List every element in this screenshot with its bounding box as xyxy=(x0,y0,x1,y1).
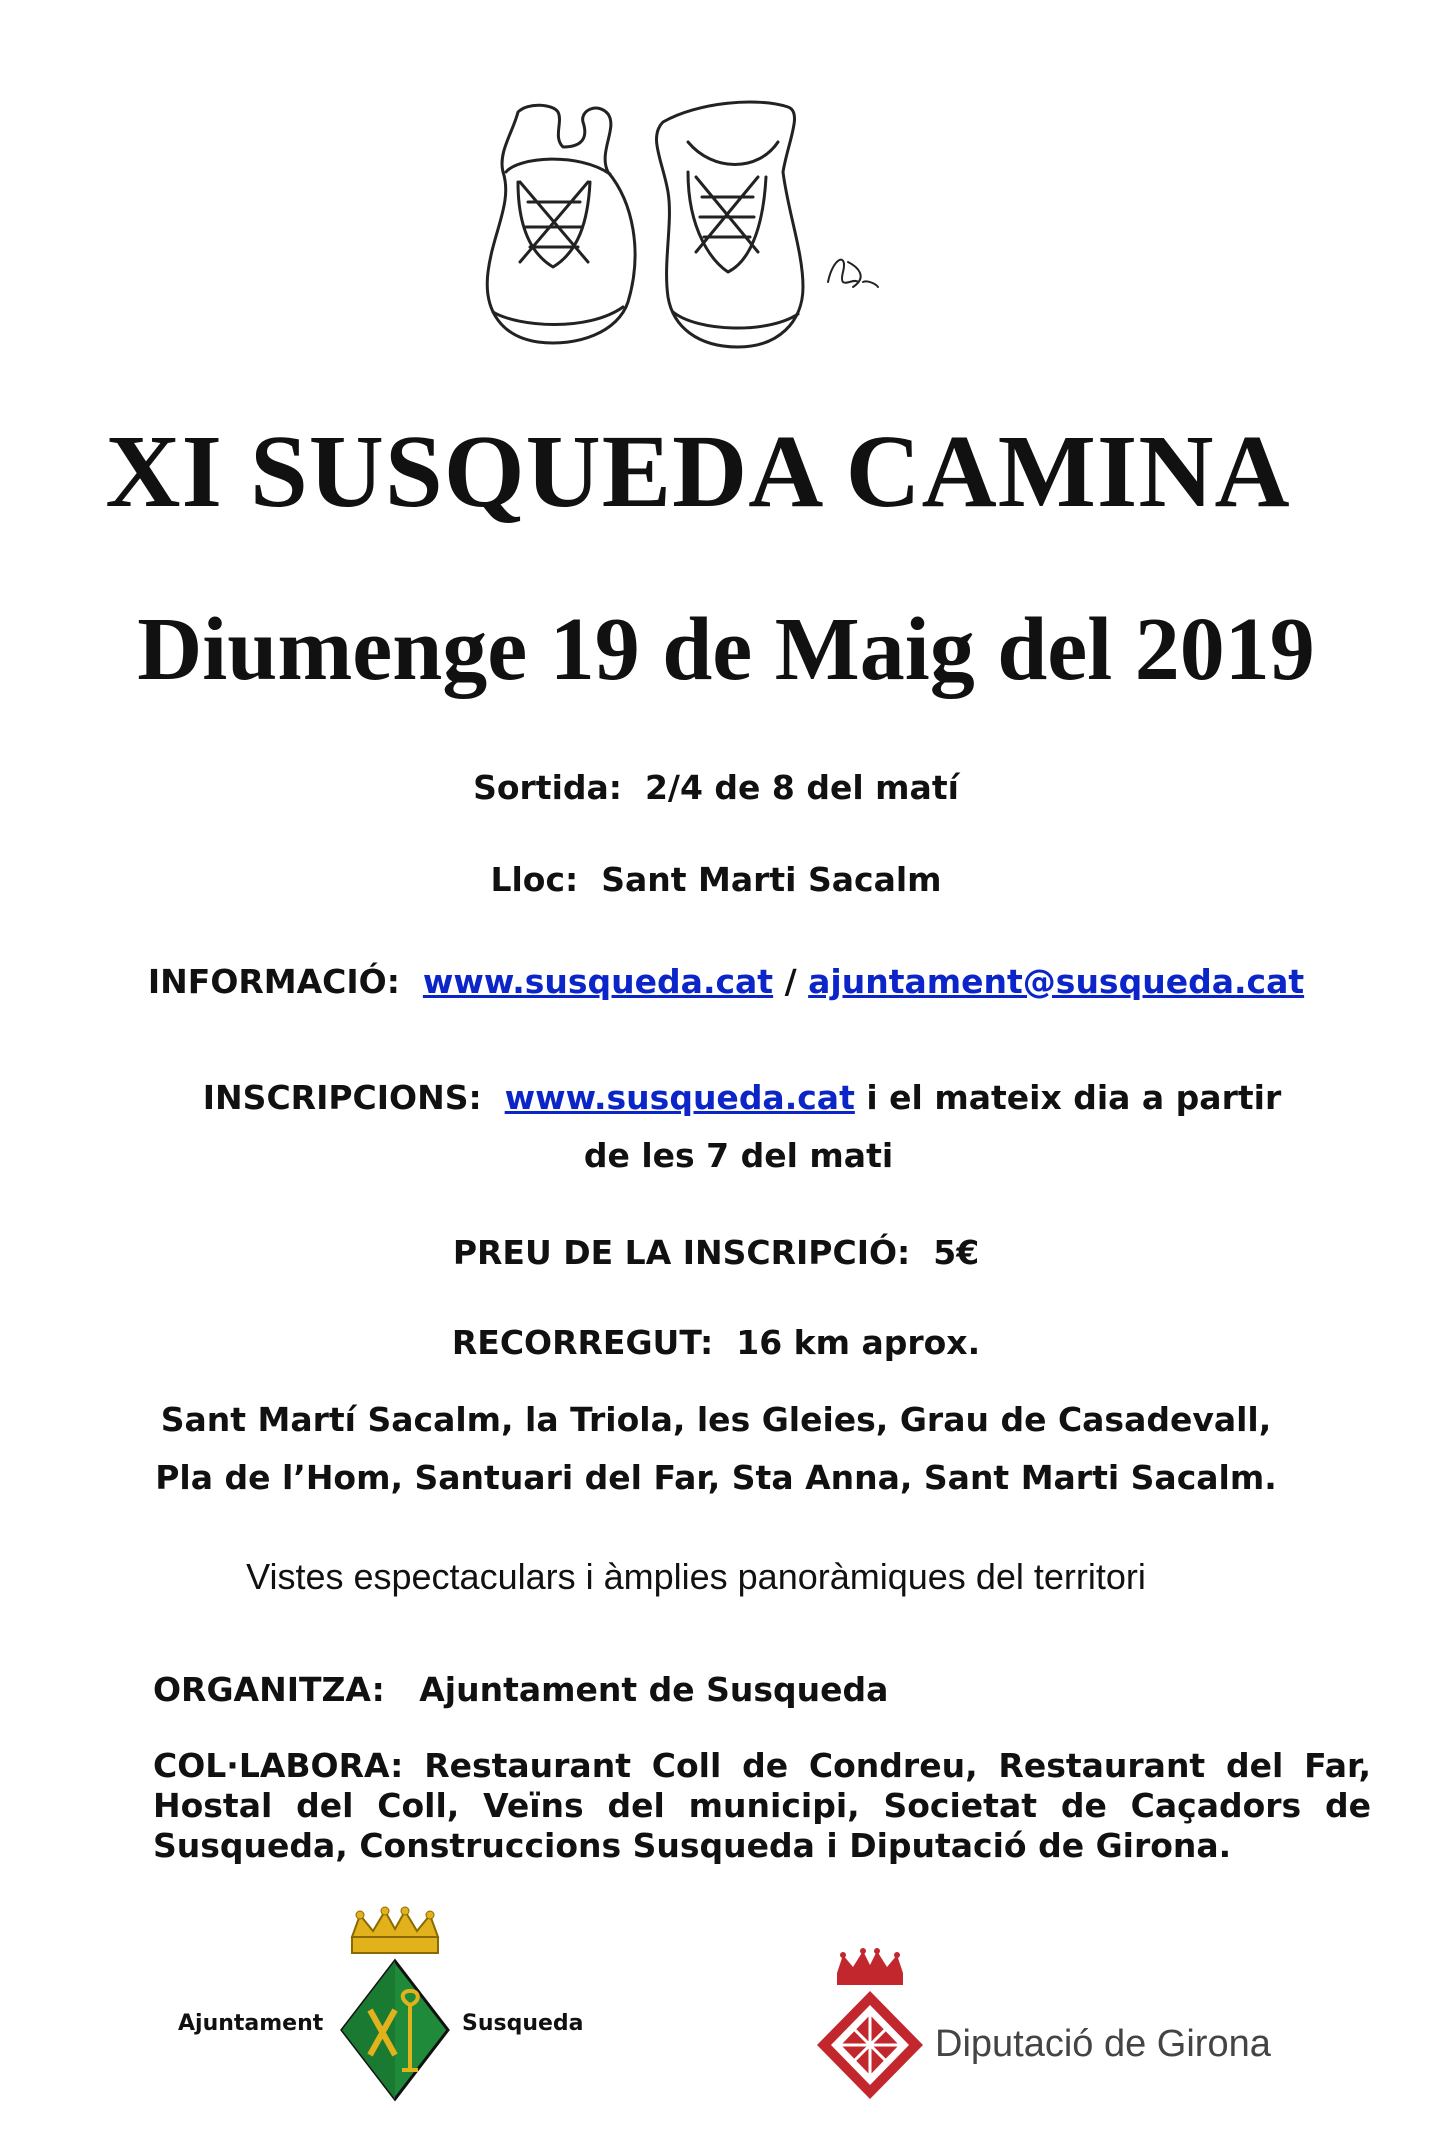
ruta-line-2: Pla de l’Hom, Santuari del Far, Sta Anna, Sant Marti Sacalm. xyxy=(155,1458,1277,1497)
lloc-value: Sant Marti Sacalm xyxy=(601,860,942,899)
lloc-label: Lloc: xyxy=(490,860,579,899)
preu-label: PREU DE LA INSCRIPCIÓ: xyxy=(452,1233,911,1272)
inscripcions-row xyxy=(0,1078,1432,1118)
preu-row xyxy=(0,1233,1432,1273)
preu-value: 5€ xyxy=(933,1233,980,1272)
event-date: Diumenge 19 de Maig del 2019 xyxy=(137,600,1315,699)
informacio-row xyxy=(0,962,1432,1002)
collabora-label: COL·LABORA: xyxy=(153,1746,404,1785)
lloc-row xyxy=(0,860,1432,900)
recorregut-label: RECORREGUT: xyxy=(451,1323,714,1362)
recorregut-row xyxy=(0,1323,1432,1363)
sortida-label: Sortida: xyxy=(473,768,622,807)
ajuntament-label: Ajuntament xyxy=(178,2011,324,2036)
collabora-value: Restaurant Coll de Condreu, Restaurant del Far, Hostal del Coll, Veïns del municipi, Societat de Caçadors de Susqueda, Construccions Susqueda i Diputació de Girona. xyxy=(153,1746,1371,1865)
coat-of-arms-icon xyxy=(340,1905,450,2105)
inscripcions-text2: de les 7 del mati xyxy=(583,1136,894,1175)
organitza-row xyxy=(153,1670,1353,1710)
recorregut-value: 16 km aprox. xyxy=(736,1323,981,1362)
ruta-line-1: Sant Martí Sacalm, la Triola, les Gleies, Grau de Casadevall, xyxy=(160,1400,1272,1439)
informacio-separator: / xyxy=(784,962,797,1001)
inscripcions-web-link[interactable]: www.susqueda.cat xyxy=(504,1078,855,1117)
organitza-label: ORGANITZA: xyxy=(153,1670,385,1709)
sortida-row xyxy=(0,768,1432,808)
diputacio-girona-logo xyxy=(815,1945,1295,2105)
vistes-text: Vistes espectaculars i àmplies panoràmiques del territori xyxy=(246,1556,1146,1597)
diputacio-emblem-icon xyxy=(815,1945,925,2105)
event-title: XI SUSQUEDA CAMINA xyxy=(105,414,1291,529)
sortida-value: 2/4 de 8 del matí xyxy=(644,768,959,807)
organitza-value: Ajuntament de Susqueda xyxy=(419,1670,889,1709)
collabora-paragraph xyxy=(153,1746,1371,1866)
informacio-web-link[interactable]: www.susqueda.cat xyxy=(422,962,774,1001)
informacio-email-link[interactable]: ajuntament@susqueda.cat xyxy=(808,962,1305,1001)
hiking-shoes-illustration xyxy=(458,82,906,392)
informacio-label: INFORMACIÓ: xyxy=(147,962,400,1001)
susqueda-label: Susqueda xyxy=(462,2011,584,2036)
ajuntament-susqueda-logo xyxy=(170,1905,590,2105)
inscripcions-text1: i el mateix dia a partir xyxy=(866,1078,1282,1117)
inscripcions-label: INSCRIPCIONS: xyxy=(202,1078,482,1117)
diputacio-label: Diputació de Girona xyxy=(935,2023,1271,2065)
